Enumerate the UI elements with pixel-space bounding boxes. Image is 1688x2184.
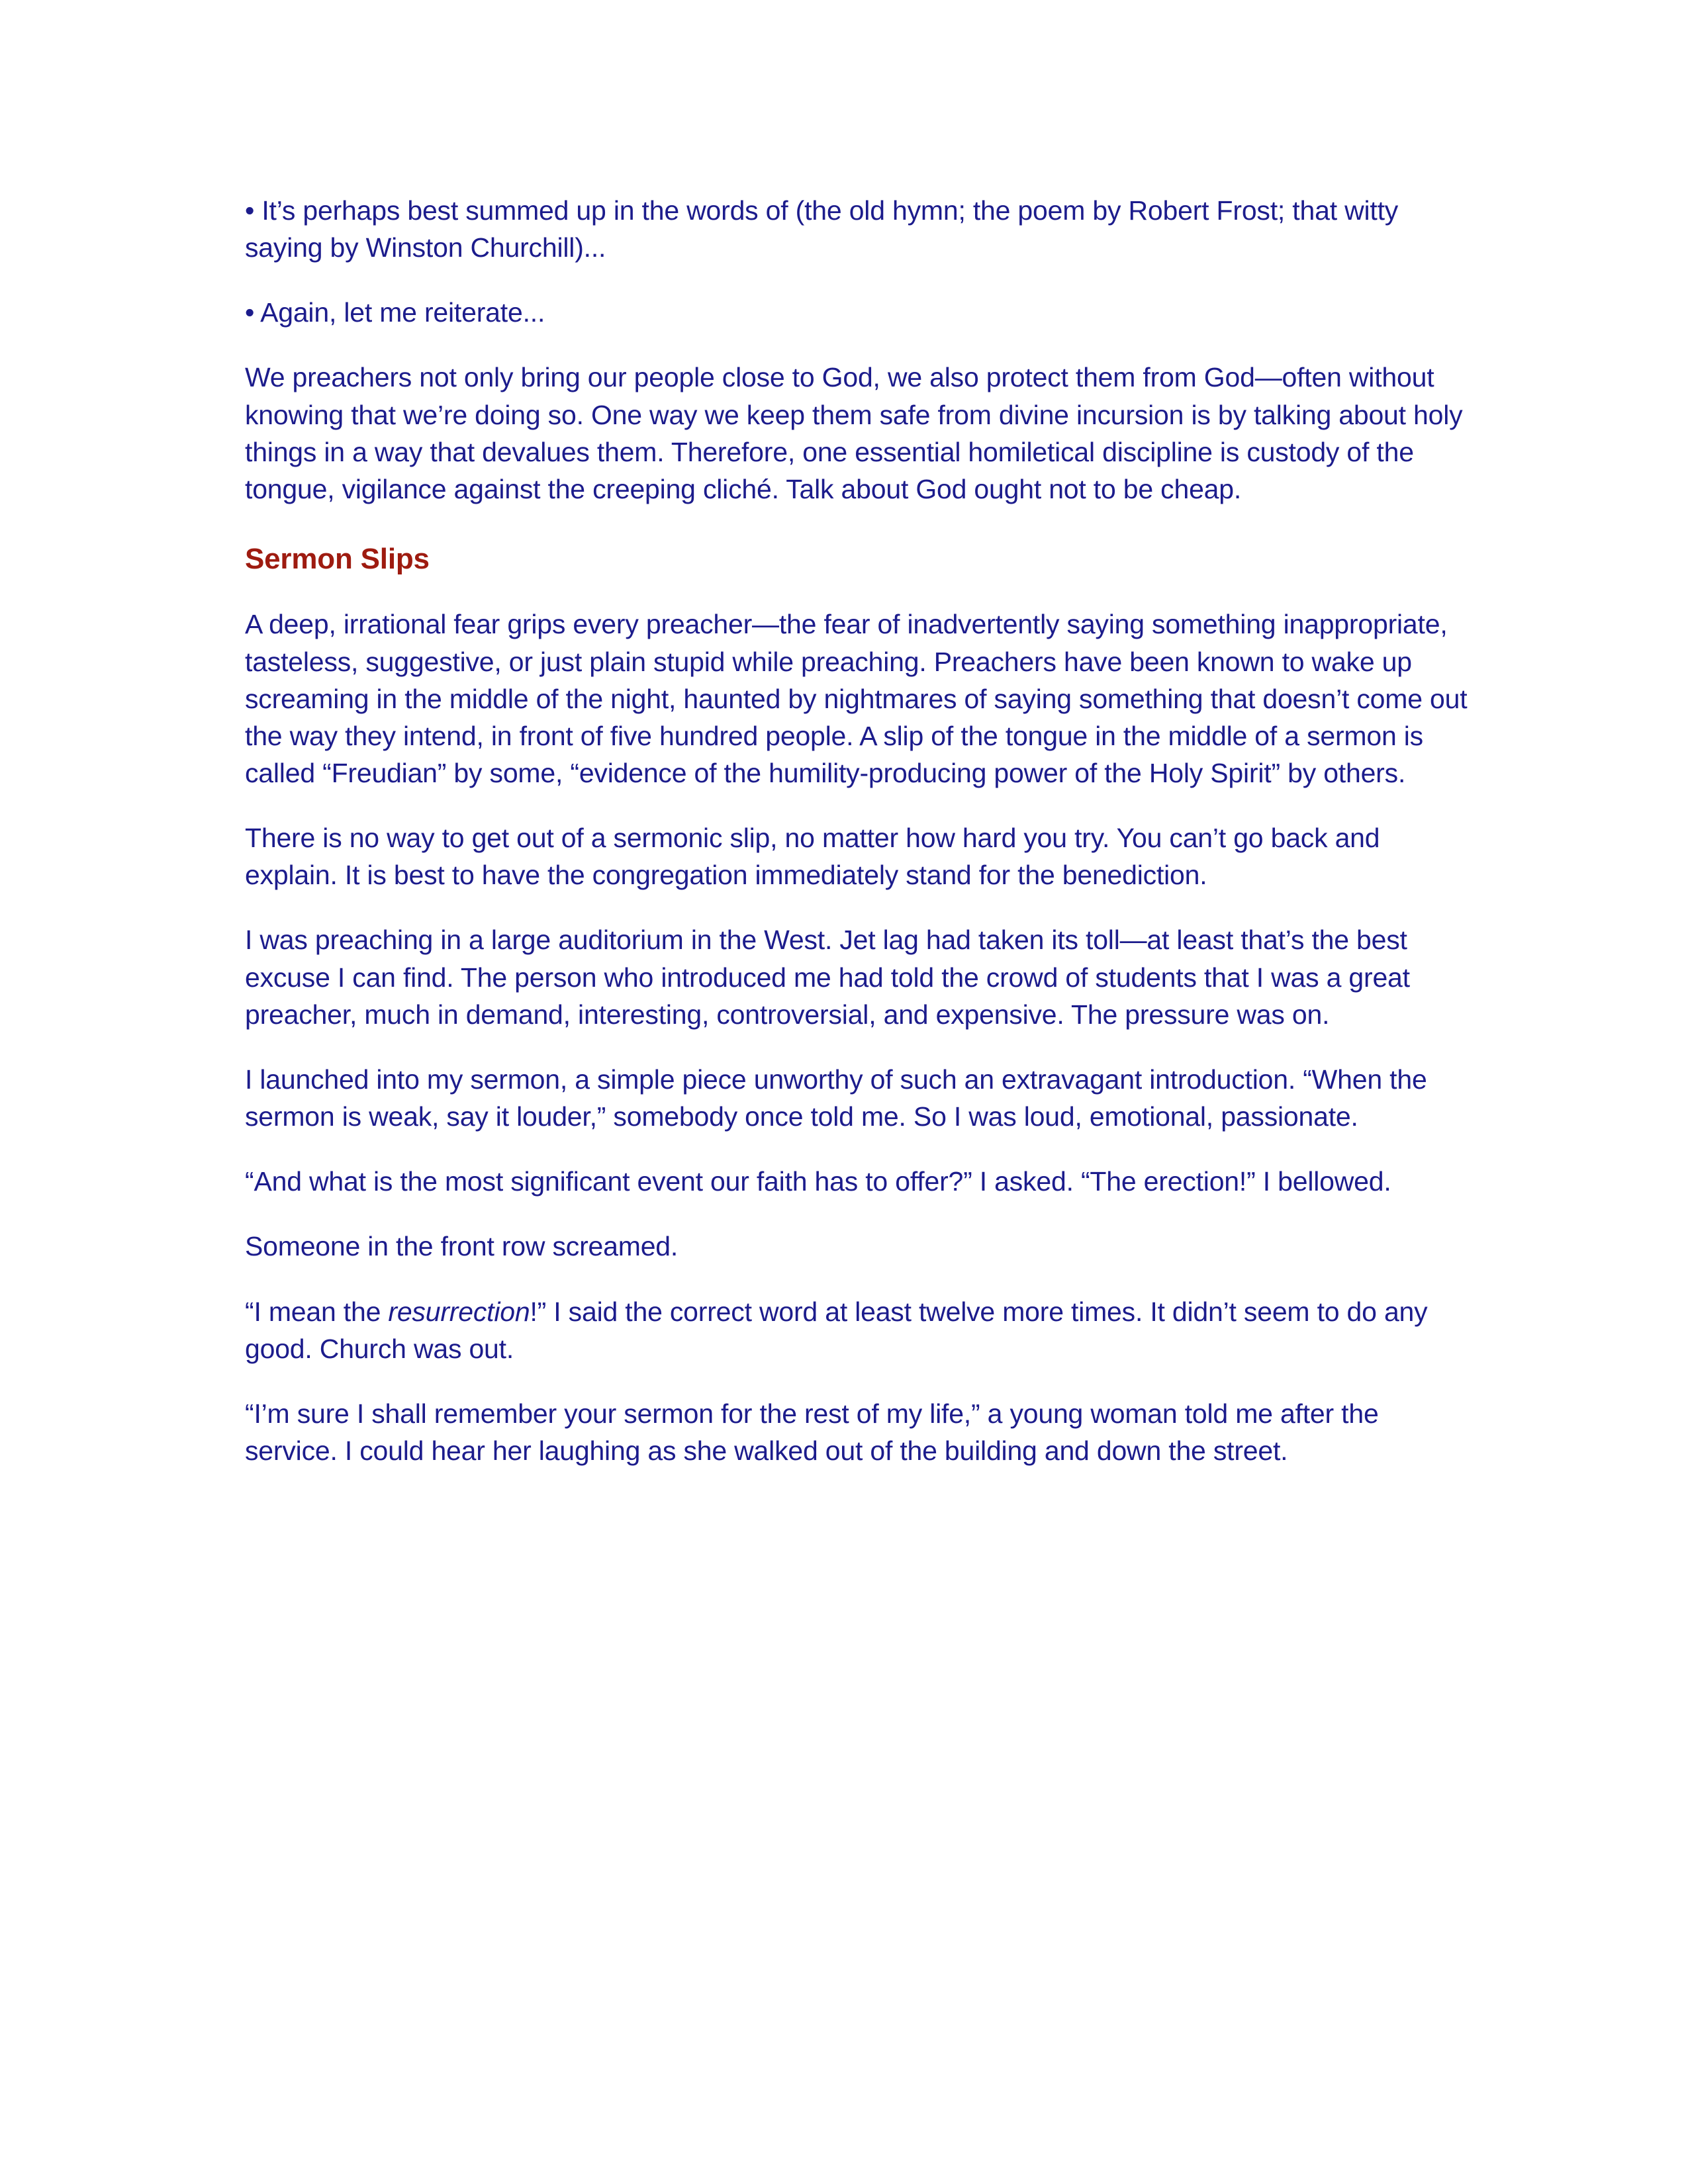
emphasized-word: resurrection [388, 1296, 530, 1327]
body-paragraph: Someone in the front row screamed. [245, 1231, 679, 1262]
body-paragraph: “And what is the most significant event our faith has to offer?” I asked. “The erection!” I bellowed. [245, 1166, 1391, 1197]
section-heading-sermon-slips: Sermon Slips [245, 543, 430, 576]
body-paragraph: “I’m sure I shall remember your sermon for the rest of my life,” a young woman told me after the service. I could hear her laughing as she walked out of the building and down the street. [245, 1398, 1379, 1467]
document-body [245, 192, 1476, 1469]
body-paragraph: I was preaching in a large auditorium in the West. Jet lag had taken its toll—at least that’s the best excuse I can find. The person who introduced me had told the crowd of students that I was a great preacher, much in demand, interesting, controversial, and expensive. The pressure was on. [245, 925, 1410, 1030]
body-paragraph-rich [245, 1293, 1476, 1367]
body-paragraph: There is no way to get out of a sermonic slip, no matter how hard you try. You can’t go back and explain. It is best to have the congregation immediately stand for the benediction. [245, 823, 1380, 891]
body-paragraph: We preachers not only bring our people close to God, we also protect them from God—often without knowing that we’re doing so. One way we keep them safe from divine incursion is by talking about holy things in a way that devalues them. Therefore, one essential homiletical discipline is custody of the tongue, vigilance against the creeping cliché. Talk about God ought not to be cheap. [245, 362, 1463, 504]
bullet-paragraph: • Again, let me reiterate... [245, 297, 545, 328]
text-run: !” I said the correct word at least twelve more times. It didn’t seem to do any good. Church was out. [245, 1296, 1428, 1364]
body-paragraph: A deep, irrational fear grips every preacher—the fear of inadvertently saying something inappropriate, tasteless, suggestive, or just plain stupid while preaching. Preachers have been known to wake up screaming in the middle of the night, haunted by nightmares of saying something that doesn’t come out the way they intend, in front of five hundred people. A slip of the tongue in the middle of a sermon is called “Freudian” by some, “evidence of the humility-producing power of the Holy Spirit” by others. [245, 609, 1468, 788]
bullet-paragraph: • It’s perhaps best summed up in the words of (the old hymn; the poem by Robert Frost; that witty saying by Winston Churchill)... [245, 195, 1399, 263]
body-paragraph: I launched into my sermon, a simple piece unworthy of such an extravagant introduction. “When the sermon is weak, say it louder,” somebody once told me. So I was loud, emotional, passionate. [245, 1064, 1427, 1132]
text-run: “I mean the [245, 1296, 389, 1327]
